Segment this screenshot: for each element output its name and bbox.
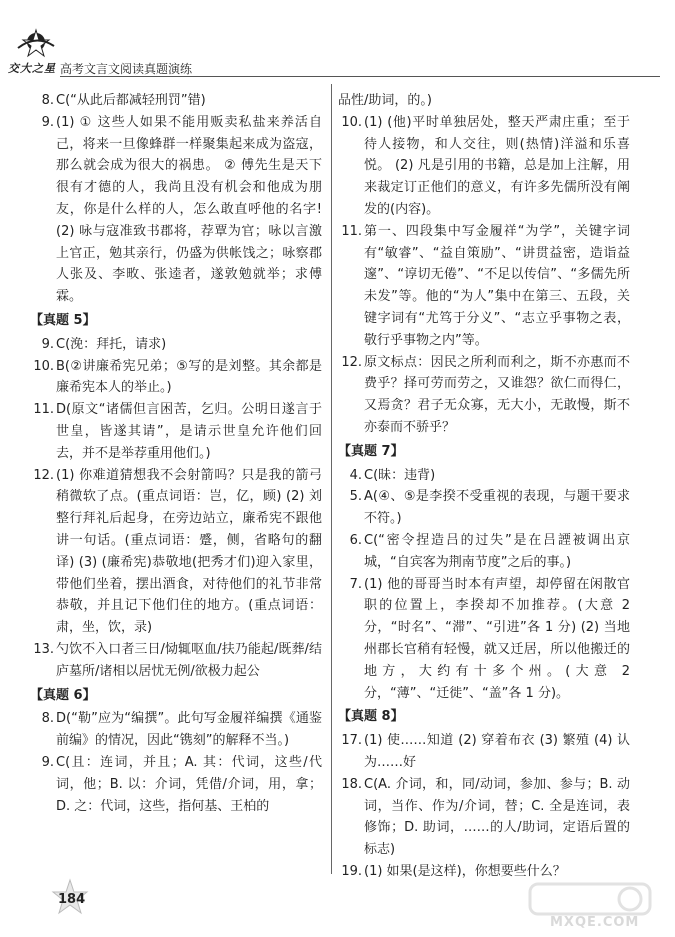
- watermark-logo-icon: [520, 880, 665, 920]
- question-number: 8 .: [30, 708, 54, 730]
- question-number: 6 .: [338, 530, 362, 552]
- question-number: 4 .: [338, 465, 362, 487]
- answer-item: [338, 530, 630, 574]
- question-number: 8 .: [30, 90, 54, 112]
- section-heading: 【真题 5】: [30, 312, 96, 328]
- right-column: [338, 90, 630, 883]
- answer-text: D(“勒”应为“编撰”。此句写金履祥编撰《通鉴前编》的情况，因此“镌刻”的解释不当。): [56, 711, 322, 749]
- header-rule: [60, 76, 660, 77]
- answer-text: C(昧：违背): [364, 467, 436, 483]
- answer-item: [338, 574, 630, 705]
- answer-text: (1) 你难道猜想我不会射箭吗？只是我的箭弓稍微软了点。(重点词语：岂，亿，顾) (2) 刘整行拜礼后起身，在旁边站立，廉希宪不跟他讲一句话。(重点词语：蹙，侧，省略句的翻译) (3) (廉希宪)恭敬地(把秀才们)迎入家里，带他们坐着，摆出酒食，对待他们的礼节非常恭敬，并且记下他们住的地方。(重点词语：肃，坐，饮，录): [56, 467, 322, 636]
- question-number: 9 .: [30, 334, 54, 356]
- question-number: 17 .: [338, 730, 362, 752]
- question-number: 10 .: [338, 112, 362, 134]
- answer-item: [338, 730, 630, 774]
- answer-text: 第一、四段集中写金履祥“为学”，关键字词有“敏睿”、“益自策励”、“讲贯益密，造诣益邃”、“谆切无倦”、“不足以传信”、“多儒先所未发”等。他的“为人”集中在第三、五段，关键字词有“尤笃于分义”、“志立乎事物之表，敬行乎事物之内”等。: [364, 223, 630, 348]
- answer-item: [30, 465, 322, 639]
- column-divider: [331, 84, 332, 874]
- question-number: 11 .: [30, 399, 54, 421]
- question-number: 10 .: [30, 356, 54, 378]
- question-number: 7 .: [338, 574, 362, 596]
- answer-text: C(且：连词，并且；A. 其：代词，这些/代词，他；B. 以：介词，凭借/介词，用，拿；D. 之：代词，这些，指何基、王柏的: [56, 754, 322, 814]
- answer-continuation: 品性/助词，的。): [338, 93, 432, 108]
- logo-text: 交大之星: [8, 62, 56, 75]
- question-number: 13 .: [30, 639, 54, 661]
- answer-item: [30, 90, 322, 112]
- question-number: 5 .: [338, 486, 362, 508]
- answer-text: C(A. 介词，和，同/动词，参加、参与；B. 动词，当作、作为/介词，替；C. 全是连词，表修饰；D. 助词，……的人/助词，定语后置的标志): [364, 776, 630, 858]
- question-number: 19 .: [338, 861, 362, 883]
- question-number: 12 .: [338, 352, 362, 374]
- section-heading: 【真题 7】: [338, 443, 404, 459]
- section-heading: 【真题 8】: [338, 709, 404, 725]
- answer-text: (1) ① 这些人如果不能用贩卖私盐来养活自己，将来一旦像蜂群一样聚集起来成为盗寇，那么就会成为很大的祸患。 ② 傅先生是天下很有才德的人，我尚且没有机会和他成为朋友，你是什么样的人，怎么敢直呼他的名字! (2) 咏与寇准致书郡将，荐覃为官；咏以言激上官正，勉其亲行，仍盛为供帐饯之；咏察郡人张及、李畋、张逵者，遂敦勉就举；求傅霖。: [56, 114, 322, 305]
- question-number: 12 .: [30, 465, 54, 487]
- answer-item: [338, 774, 630, 861]
- answer-item: [30, 752, 322, 817]
- page-number-badge: [50, 878, 100, 918]
- answer-item: [338, 112, 630, 221]
- answer-text: D(原文“诸儒但言困苦，乞归。公明日遂言于世皇，皆遂其请”，是请示世皇允许他们回去，并不是举荐重用他们。): [56, 402, 322, 461]
- answer-item: [338, 352, 630, 439]
- answer-text: C(“密令捏造吕的过失”是在吕諲被调出京城，“自宾客为荆南节度”之后的事。): [364, 532, 630, 570]
- left-column: [30, 90, 322, 817]
- question-number: 18 .: [338, 774, 362, 796]
- watermark-text: MXQE.COM: [550, 915, 640, 930]
- watermark: [520, 880, 665, 935]
- question-number: 11 .: [338, 221, 362, 243]
- answer-item: [30, 639, 322, 683]
- page-header: [0, 0, 675, 86]
- section-heading: 【真题 6】: [30, 687, 96, 703]
- answer-text: (1) (他)平时单独居处，整天严肃庄重；至于待人接物，和人交往，则(热情)洋溢和乐喜悦。 (2) 凡是引用的书籍，总是加上注解，用来裁定订正他们的意义，有许多先儒所没有阐发的(内容)。: [364, 114, 630, 217]
- answer-text: 勺饮不入口者三日/恸辄呕血/扶乃能起/既葬/结庐墓所/诸相以居忧无例/欲极力起公: [56, 641, 322, 679]
- answer-text: B(②讲廉希宪兄弟；⑤写的是刘整。其余都是廉希宪本人的举止。): [56, 358, 322, 396]
- answer-item: [30, 399, 322, 464]
- question-number: 9 .: [30, 752, 54, 774]
- question-number: 9 .: [30, 112, 54, 134]
- answer-item: [338, 465, 630, 487]
- page-number: 184: [58, 892, 86, 907]
- answer-text: (1) 使……知道 (2) 穿着布衣 (3) 繁殖 (4) 认为……好: [364, 733, 630, 770]
- answer-text: (1) 如果(是这样)，你想要些什么？: [364, 863, 566, 879]
- answer-text: (1) 他的哥哥当时本有声望，却停留在闲散官职的位置上，李揆却不加推荐。(大意 2 分，“时名”、“滞”、“引进”各 1 分) (2) 当地州郡长官稍有轻慢，就又迁居，所以他搬迁的地方，大约有十多个州。(大意 2 分，“薄”、“迁徙”、“盖”各 1 分)。: [364, 576, 630, 701]
- answer-text: A(④、⑤是李揆不受重视的表现，与题干要求不符。): [364, 489, 630, 527]
- answer-item: [30, 356, 322, 400]
- answer-item: [338, 221, 630, 352]
- answer-item: [30, 334, 322, 356]
- answer-item: [338, 486, 630, 530]
- answer-item: [30, 708, 322, 752]
- header-title: 高考文言文阅读真题演练: [60, 62, 193, 76]
- answer-text: C(“从此后都减轻刑罚”错): [56, 93, 206, 108]
- answer-text: C(浼：拜托，请求): [56, 336, 167, 352]
- answer-item: [30, 112, 322, 308]
- answer-text: 原文标点：因民之所利而利之，斯不亦惠而不费乎？择可劳而劳之，又谁怨？欲仁而得仁，又焉贪？君子无众寡，无大小，无敢慢，斯不亦泰而不骄乎？: [364, 354, 630, 435]
